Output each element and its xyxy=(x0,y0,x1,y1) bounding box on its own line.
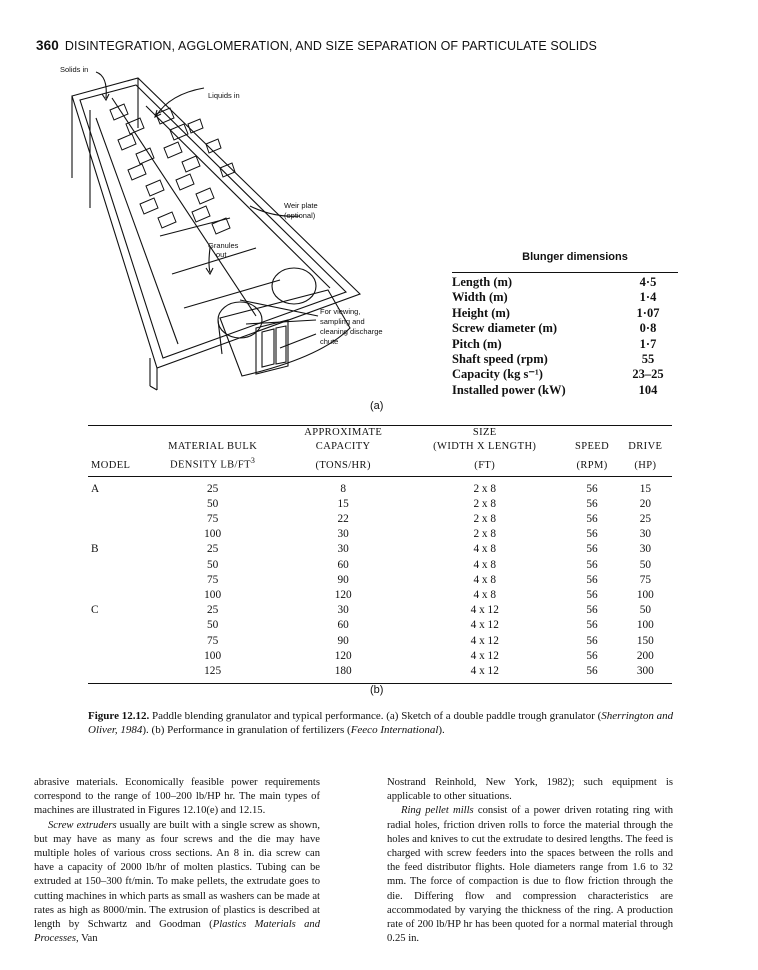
table-cell: 56 xyxy=(586,573,598,586)
table-row xyxy=(88,527,672,542)
label-weir-plate: Weir plate xyxy=(284,201,318,210)
table-row xyxy=(88,588,672,603)
table-cell xyxy=(88,497,143,512)
table-cell: C xyxy=(91,604,99,617)
table-cell: 90 xyxy=(337,634,349,647)
table-cell: 4 x 8 xyxy=(473,558,497,571)
blunger-value: 55 xyxy=(641,352,655,367)
table-cell: 30 xyxy=(337,604,349,617)
label-viewing-3: cleaning discharge xyxy=(320,327,383,336)
table-cell: 56 xyxy=(586,649,598,662)
table-row xyxy=(88,634,672,649)
table-cell: 56 xyxy=(586,634,598,647)
blunger-value: 1·4 xyxy=(639,290,657,305)
table-cell: 60 xyxy=(337,619,349,632)
col-drive-1: DRIVE xyxy=(628,441,663,452)
table-cell: 125 xyxy=(204,664,222,677)
performance-table xyxy=(88,425,672,684)
col-speed-2: (RPM) xyxy=(565,454,618,476)
col-size-2: (WIDTH X LENGTH) xyxy=(433,441,537,452)
table-cell: 30 xyxy=(639,528,651,541)
table-cell: 75 xyxy=(206,634,219,647)
table-cell: 56 xyxy=(586,664,598,677)
table-cell xyxy=(88,588,143,603)
table-cell: 4 x 8 xyxy=(473,543,497,556)
blunger-row xyxy=(452,352,678,367)
table-cell: 4 x 12 xyxy=(470,604,499,617)
table-cell: 8 xyxy=(340,482,346,495)
table-cell: 200 xyxy=(636,649,654,662)
body-column-left xyxy=(34,776,320,946)
table-cell: 56 xyxy=(586,528,598,541)
paragraph: Screw extruders usually are built with a single screw as shown, but may have as many as four screws and the die may have multiple holes of various cross sections. An 8 in. dia screw can have a capacity of 2000 lb/hr of molten plastics. Tubing can be extruded at 150–300 ft/min. To make pellets, the extrudate goes to cutting machines in which parts as small as washers can be made at rates as high as 8000/min. The extrusion of plastics is described at length by Schwartz and Goodman (Plastics Materials and Processes, Van xyxy=(34,819,320,945)
blunger-row xyxy=(452,383,678,398)
table-cell xyxy=(88,618,143,633)
table-cell: 56 xyxy=(586,588,598,601)
blunger-title: Blunger dimensions xyxy=(522,251,628,263)
blunger-label: Capacity (kg s⁻¹) xyxy=(452,367,543,382)
table-cell: 75 xyxy=(639,573,651,586)
table-cell: 56 xyxy=(586,512,598,525)
table-cell: 50 xyxy=(206,497,219,510)
table-cell: 4 x 12 xyxy=(470,664,499,677)
col-capacity-1: APPROXIMATE xyxy=(304,427,383,438)
col-density-2: DENSITY $LB/FT^3$ xyxy=(143,454,282,476)
blunger-value: 4·5 xyxy=(639,275,657,289)
blunger-value: 23–25 xyxy=(632,367,664,382)
blunger-value: 0·8 xyxy=(639,321,657,336)
col-drive-2: (HP) xyxy=(619,454,672,476)
blunger-value: 1·07 xyxy=(636,305,660,320)
table-cell: 4 x 8 xyxy=(473,573,497,586)
table-row xyxy=(88,542,672,557)
label-liquids-in: Liquids in xyxy=(208,91,240,100)
running-header xyxy=(36,38,597,53)
col-model: MODEL xyxy=(88,454,143,476)
table-cell: 50 xyxy=(206,558,219,571)
table-row xyxy=(88,618,672,633)
table-cell: 100 xyxy=(204,528,222,541)
blunger-row xyxy=(452,367,678,382)
blunger-row xyxy=(452,290,678,305)
table-cell xyxy=(88,558,143,573)
table-cell: 56 xyxy=(586,543,598,556)
table-cell: 20 xyxy=(639,497,651,510)
table-cell: 56 xyxy=(586,497,598,510)
label-solids-in: Solids in xyxy=(60,65,89,74)
col-density-1: MATERIAL BULK xyxy=(168,441,258,452)
panel-label-b: (b) xyxy=(370,684,384,696)
paragraph: Nostrand Reinhold, New York, 1982); such equipment is applicable to other situations. xyxy=(387,777,673,803)
table-cell: 2 x 8 xyxy=(473,528,497,541)
table-cell: 100 xyxy=(636,619,654,632)
table-cell: 75 xyxy=(206,512,219,525)
table-cell xyxy=(88,512,143,527)
label-weir-optional: (optional) xyxy=(284,211,316,220)
table-cell: 56 xyxy=(586,482,598,495)
blunger-value: 104 xyxy=(638,382,658,397)
col-capacity-3: (TONS/HR) xyxy=(282,454,404,476)
col-speed-1: SPEED xyxy=(574,441,610,452)
table-cell: 50 xyxy=(639,558,651,571)
col-size-1: SIZE xyxy=(472,427,497,438)
table-cell: 25 xyxy=(206,543,219,556)
table-cell xyxy=(88,649,143,664)
table-cell: 150 xyxy=(636,634,654,647)
table-row xyxy=(88,664,672,679)
table-cell xyxy=(88,573,143,588)
table-cell: 56 xyxy=(586,604,598,617)
table-cell: 15 xyxy=(337,497,349,510)
table-cell: 100 xyxy=(204,649,222,662)
table-cell xyxy=(88,634,143,649)
table-cell: 56 xyxy=(586,558,598,571)
blunger-table xyxy=(452,275,678,398)
paragraph: Ring pellet mills consist of a power driven rotating ring with radial holes, friction driven rolls to force the material through the holes and knives to cut the extrudate to desired lengths. The feed is charged with screw feeders into the spaces between the rolls and the feed distributor flights. Hole diameters range from 1.6 to 32 mm. The force of compaction is due to flow friction through the die. Differing flow and compression characteristics are accommodated by varying the thickness of the ring. A production rate of 200 lb/HP hr has been quoted for a normal material through 0.25 in. xyxy=(387,805,673,945)
table-row xyxy=(88,603,672,618)
col-capacity-2: CAPACITY xyxy=(315,441,371,452)
col-size-3: (FT) xyxy=(404,454,565,476)
table-row xyxy=(88,649,672,664)
table-cell xyxy=(88,664,143,679)
label-viewing-4: chute xyxy=(320,337,339,346)
blunger-label: Installed power (kW) xyxy=(452,382,566,397)
table-cell: 15 xyxy=(639,482,651,495)
table-cell: 30 xyxy=(337,528,349,541)
label-viewing-2: sampling and xyxy=(320,317,365,326)
table-cell: 4 x 12 xyxy=(470,634,499,647)
table-cell: 60 xyxy=(337,558,349,571)
figure-caption: Figure 12.12. Paddle blending granulator and typical performance. (a) Sketch of a double paddle trough granulator (Sherrington and Oliver, 1984). (b) Performance in granulation of fertilizers (Feeco International). xyxy=(88,710,674,736)
caption-label: Figure 12.12. xyxy=(88,710,150,722)
blunger-row xyxy=(452,306,678,321)
table-cell xyxy=(88,527,143,542)
table-cell: 100 xyxy=(636,588,654,601)
label-granules-out: out xyxy=(216,250,227,259)
blunger-dimensions xyxy=(452,251,678,398)
blunger-rule xyxy=(452,272,678,273)
table-cell: 2 x 8 xyxy=(473,497,497,510)
table-row xyxy=(88,497,672,512)
blunger-label: Width (m) xyxy=(452,290,508,305)
table-cell: 50 xyxy=(639,604,651,617)
panel-label-a: (a) xyxy=(370,400,384,412)
blunger-row xyxy=(452,337,678,352)
table-cell: 25 xyxy=(206,482,219,495)
table-cell: 25 xyxy=(206,604,219,617)
table-cell: 30 xyxy=(639,543,651,556)
label-viewing-1: For viewing, xyxy=(320,307,361,316)
table-cell: 4 x 12 xyxy=(470,649,499,662)
table-cell: A xyxy=(91,482,100,495)
table-cell: 25 xyxy=(639,512,651,525)
page-number: 360 xyxy=(36,38,59,53)
running-title: DISINTEGRATION, AGGLOMERATION, AND SIZE SEPARATION OF PARTICULATE SOLIDS xyxy=(64,39,597,53)
table-cell: 100 xyxy=(204,588,222,601)
table-cell: 2 x 8 xyxy=(473,512,497,525)
table-cell: 120 xyxy=(334,649,352,662)
table-cell: 50 xyxy=(206,619,219,632)
paragraph: abrasive materials. Economically feasible power requirements correspond to the range of 100–200 lb/HP hr. The main types of machines are illustrated in Figures 12.10(e) and 12.15. xyxy=(34,777,320,817)
table-row xyxy=(88,573,672,588)
table-cell: 180 xyxy=(334,664,352,677)
table-cell: 22 xyxy=(337,512,349,525)
blunger-label: Pitch (m) xyxy=(452,336,502,351)
table-cell: 30 xyxy=(337,543,349,556)
blunger-label: Screw diameter (m) xyxy=(452,321,558,336)
blunger-row xyxy=(452,321,678,336)
granulator-sketch xyxy=(60,58,400,398)
label-granules: Granules xyxy=(208,241,239,250)
table-cell: 75 xyxy=(206,573,219,586)
blunger-label: Height (m) xyxy=(452,305,510,320)
table-row xyxy=(88,512,672,527)
table-row xyxy=(88,558,672,573)
table-cell: 4 x 8 xyxy=(473,588,497,601)
table-cell: 4 x 12 xyxy=(470,619,499,632)
table-cell: 90 xyxy=(337,573,349,586)
table-cell: B xyxy=(91,543,99,556)
blunger-row xyxy=(452,275,678,290)
blunger-label: Shaft speed (rpm) xyxy=(452,352,548,367)
table-cell: 56 xyxy=(586,619,598,632)
blunger-value: 1·7 xyxy=(639,336,657,351)
table-row xyxy=(88,476,672,497)
table-cell: 2 x 8 xyxy=(473,482,497,495)
body-column-right xyxy=(387,776,673,946)
table-cell: 300 xyxy=(636,664,654,677)
table-cell: 120 xyxy=(334,588,352,601)
blunger-label: Length (m) xyxy=(452,275,513,289)
